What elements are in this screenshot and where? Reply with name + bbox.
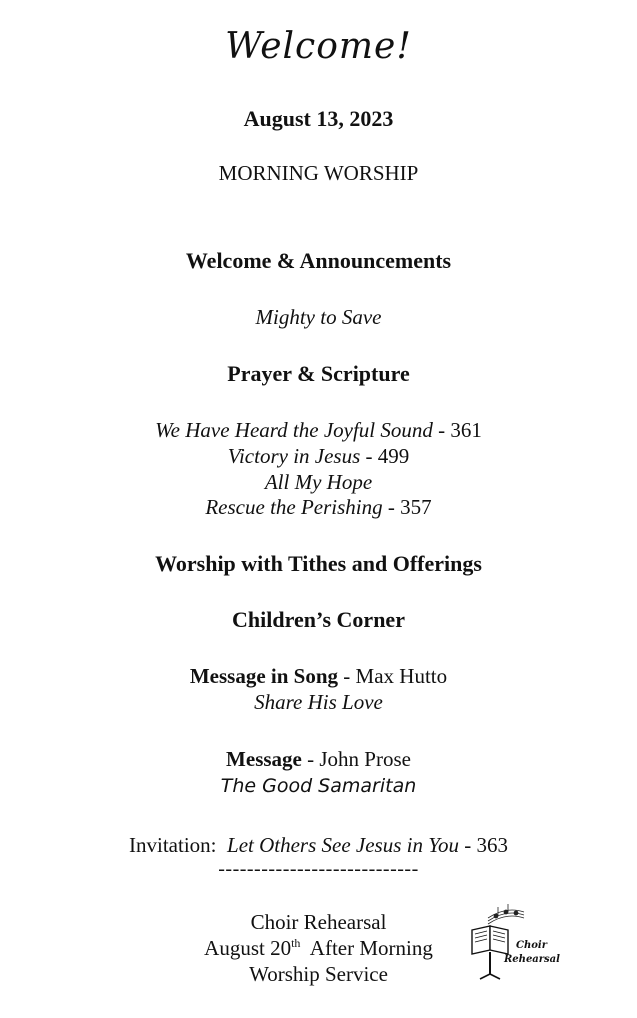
message-in-song-title: Share His Love (254, 690, 383, 714)
tithes-heading: Worship with Tithes and Offerings (155, 551, 482, 576)
hymn-number: - 499 (360, 444, 410, 468)
message-in-song-label: Message in Song (189, 664, 339, 688)
hymn-item (0, 495, 637, 520)
service-name: MORNING WORSHIP (218, 161, 419, 185)
hymn-number: - 361 (432, 418, 482, 442)
invitation-label: Invitation: (129, 833, 228, 857)
music-book-icon (472, 926, 508, 979)
song-mighty-to-save: Mighty to Save (255, 305, 382, 329)
choir-rehearsal-logo (466, 904, 566, 980)
rehearsal-date-suffix: th (291, 936, 301, 950)
hymn-title: We Have Heard the Joyful Sound (155, 418, 433, 442)
message-in-song (0, 664, 637, 689)
choir-rehearsal-title: Choir Rehearsal (250, 910, 387, 934)
message-title: The Good Samaritan (220, 775, 417, 797)
prayer-scripture-heading: Prayer & Scripture (227, 361, 410, 386)
divider-line: ---------------------------- (218, 858, 419, 880)
choir-rehearsal-service: Worship Service (249, 962, 388, 986)
rehearsal-date-text: August 20 (204, 936, 292, 960)
logo-text-rehearsal: Rehearsal (504, 954, 560, 965)
welcome-heading: Welcome! (225, 26, 412, 67)
rehearsal-time-text: After Morning (300, 936, 433, 960)
hymn-title: Victory in Jesus (227, 444, 361, 468)
childrens-corner-heading: Children’s Corner (232, 607, 405, 632)
invitation (0, 833, 637, 858)
logo-text-choir: Choir (516, 940, 547, 951)
hymn-title: All My Hope (264, 470, 373, 494)
message-person: - John Prose (301, 747, 411, 771)
invitation-title: Let Others See Jesus in You (227, 833, 459, 857)
hymn-item (0, 444, 637, 469)
hymn-item (0, 470, 637, 495)
message-label: Message (226, 747, 302, 771)
hymn-item (0, 418, 637, 443)
hymn-title: Rescue the Perishing (205, 495, 383, 519)
service-date: August 13, 2023 (243, 106, 394, 131)
welcome-announcements-heading: Welcome & Announcements (185, 248, 452, 273)
message-in-song-person: - Max Hutto (338, 664, 448, 688)
hymn-number: - 357 (382, 495, 432, 519)
message (0, 747, 637, 772)
invitation-number: - 363 (458, 833, 508, 857)
music-notes-icon (488, 904, 524, 924)
